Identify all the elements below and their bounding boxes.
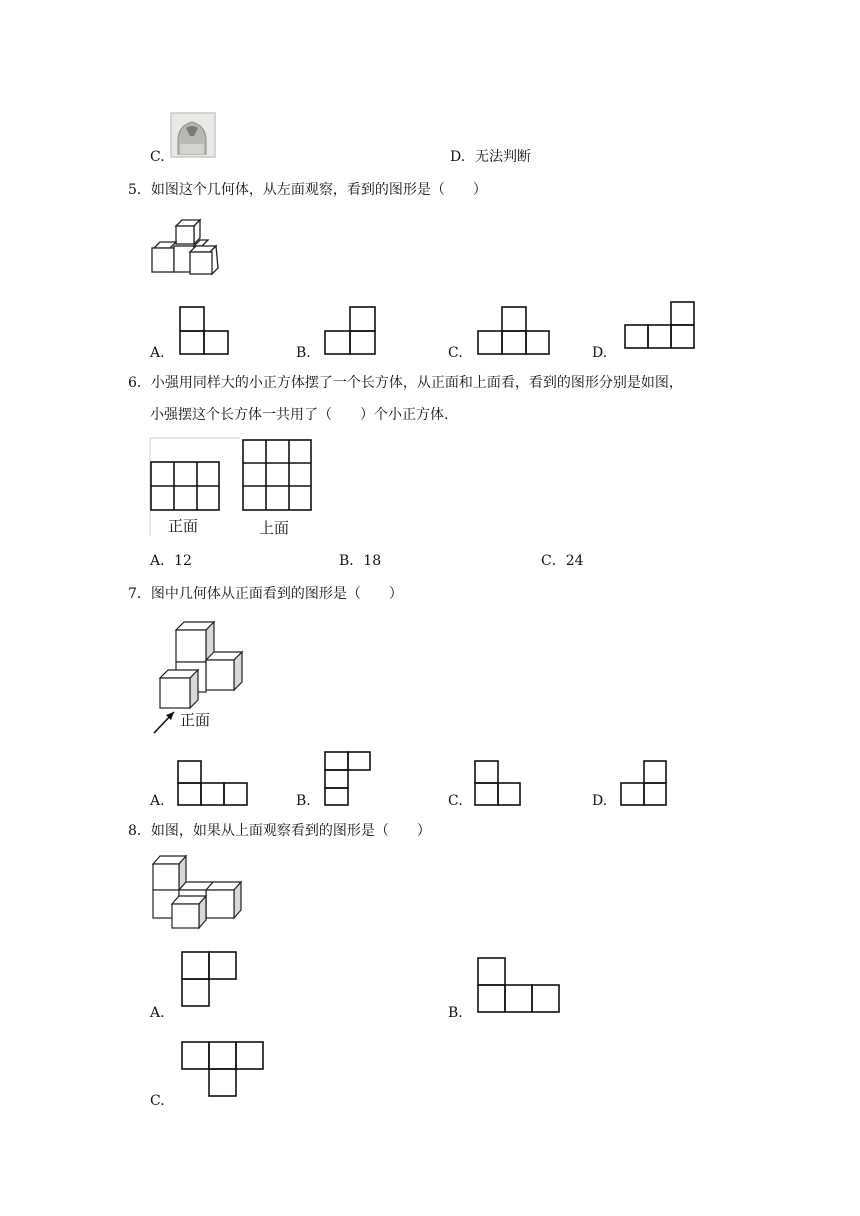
q7-option-b-label[interactable]: B. — [296, 793, 311, 809]
q5-option-a-label[interactable]: A. — [150, 345, 165, 361]
q8-solid-figure — [148, 852, 246, 932]
q7-option-a-figure[interactable] — [175, 758, 251, 808]
q7-option-a-label[interactable]: A. — [150, 793, 165, 809]
q5-option-d-label[interactable]: D. — [592, 345, 608, 361]
q5-option-b-label[interactable]: B. — [296, 345, 311, 361]
q6-option-a[interactable]: A．12 — [150, 553, 192, 569]
q5-option-d-figure[interactable] — [622, 300, 698, 352]
q5-option-b-figure[interactable] — [322, 304, 378, 356]
q5-option-a-figure[interactable] — [176, 304, 232, 356]
q6-top-view — [243, 440, 311, 510]
q7-option-c-label[interactable]: C. — [448, 793, 463, 809]
q8-option-c-figure[interactable] — [178, 1038, 268, 1100]
q8-option-c-label[interactable]: C. — [150, 1093, 165, 1109]
q7-option-c-figure[interactable] — [472, 758, 524, 808]
q6-option-c[interactable]: C．24 — [541, 553, 584, 569]
q7-option-d-label[interactable]: D. — [592, 793, 608, 809]
q4-option-d-text: 无法判断 — [475, 149, 531, 165]
q8-option-a-label[interactable]: A. — [150, 1005, 165, 1021]
q6-front-view — [151, 462, 219, 510]
q4-option-d-label[interactable]: D. — [450, 149, 466, 165]
q6-top-label: 上面 — [259, 519, 290, 537]
q6-option-b[interactable]: B．18 — [339, 553, 382, 569]
q7-option-b-figure[interactable] — [322, 750, 374, 808]
q8-stem: 8．如图，如果从上面观察看到的图形是（ ） — [128, 823, 431, 839]
q8-option-b-label[interactable]: B. — [448, 1005, 463, 1021]
q8-option-a-figure[interactable] — [178, 948, 240, 1010]
q6-stem-line1: 6．小强用同样大的小正方体摆了一个长方体，从正面和上面看，看到的图形分别是如图， — [128, 375, 683, 391]
q7-stem: 7．图中几何体从正面看到的图形是（ ） — [128, 586, 403, 602]
q6-stem-line2: 小强摆这个长方体一共用了（ ）个小正方体. — [150, 407, 449, 423]
q8-option-b-figure[interactable] — [474, 954, 564, 1016]
q5-solid-figure — [148, 216, 238, 280]
q5-option-c-figure[interactable] — [474, 304, 552, 356]
q6-front-label: 正面 — [168, 517, 199, 535]
q7-front-label: 正面 — [180, 711, 211, 729]
q4-option-c-label[interactable]: C. — [150, 149, 165, 165]
q5-stem: 5．如图这个几何体，从左面观察，看到的图形是（ ） — [128, 182, 487, 198]
q7-option-d-figure[interactable] — [618, 758, 670, 808]
q4-option-c-image — [168, 110, 218, 160]
q5-option-c-label[interactable]: C. — [448, 345, 463, 361]
